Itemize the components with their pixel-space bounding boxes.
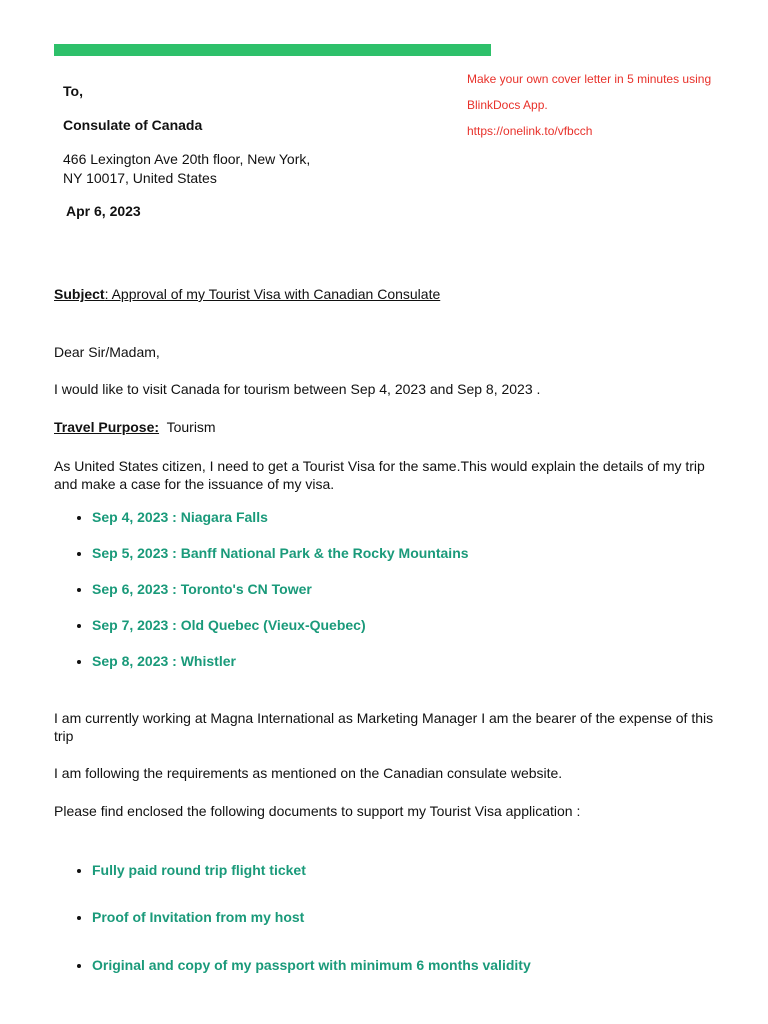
requirements-paragraph: I am following the requirements as mentioned on the Canadian consulate website. [54, 765, 563, 781]
greeting: Dear Sir/Madam, [54, 344, 160, 360]
documents-intro: Please find enclosed the following documents to support my Tourist Visa application : [54, 803, 581, 819]
promo-block [467, 66, 711, 144]
travel-purpose-label: Travel Purpose: [54, 419, 160, 435]
citizen-paragraph: As United States citizen, I need to get a Tourist Visa for the same.This would explain the details of my trip and make a case for the issuance of my visa. [54, 458, 705, 492]
intro-paragraph: I would like to visit Canada for tourism between Sep 4, 2023 and Sep 8, 2023 . [54, 381, 541, 397]
promo-line-2: BlinkDocs App. [467, 98, 548, 112]
document-item: • Fully paid round trip flight ticket [92, 861, 531, 880]
travel-purpose [54, 418, 216, 437]
itinerary-list [54, 508, 469, 671]
work-paragraph: I am currently working at Magna International as Marketing Manager I am the bearer of the expense of this trip [54, 710, 714, 744]
to-label: To, [63, 83, 83, 99]
document-item: • Proof of Invitation from my host [92, 908, 531, 927]
itinerary-item: • Sep 5, 2023 : Banff National Park & the Rocky Mountains [92, 544, 469, 563]
promo-link[interactable]: https://onelink.to/vfbcch [467, 124, 593, 138]
documents-list [54, 861, 531, 975]
itinerary-item: • Sep 4, 2023 : Niagara Falls [92, 508, 469, 527]
recipient-name: Consulate of Canada [63, 117, 203, 133]
address-line-1: 466 Lexington Ave 20th floor, New York, [63, 151, 311, 167]
itinerary-item: • Sep 8, 2023 : Whistler [92, 652, 469, 671]
header-accent-bar [54, 44, 491, 56]
travel-purpose-value: Tourism [166, 419, 216, 435]
document-item: • Original and copy of my passport with minimum 6 months validity [92, 956, 531, 975]
subject-line [54, 285, 440, 304]
itinerary-item: • Sep 7, 2023 : Old Quebec (Vieux-Quebec) [92, 616, 469, 635]
letter-date: Apr 6, 2023 [66, 203, 141, 219]
subject-label: Subject [54, 286, 105, 302]
address-line-2: NY 10017, United States [63, 170, 217, 186]
itinerary-item: • Sep 6, 2023 : Toronto's CN Tower [92, 580, 469, 599]
subject-text: : Approval of my Tourist Visa with Canadian Consulate [104, 286, 441, 302]
promo-line-1: Make your own cover letter in 5 minutes using [467, 72, 712, 86]
